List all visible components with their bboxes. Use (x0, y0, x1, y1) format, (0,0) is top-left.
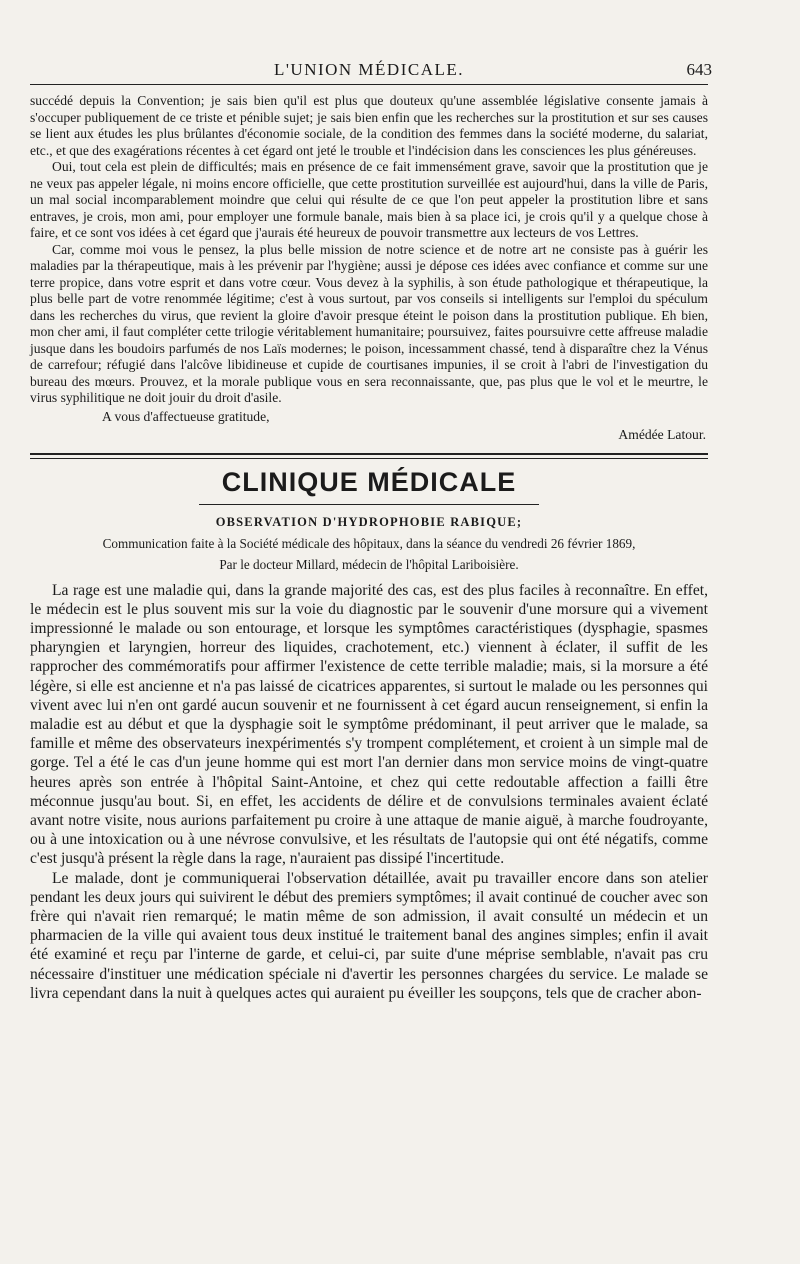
section-title: CLINIQUE MÉDICALE (221, 466, 517, 497)
article (30, 515, 708, 1003)
article-paragraph: La rage est une maladie qui, dans la grande majorité des cas, est des plus faciles à reconnaître. En effet, le médecin est le plus souvent mis sur la voie du diagnostic par le souvenir d'une morsure qui a vivement impressionné le malade ou son entourage, et lorsque les symptômes caractéristiques (dysphagie, spasmes pharyngien et laryngien, horreur des liquides, crachotement, etc.) viennent à éclater, il suffit de les rapprocher des commémoratifs pour affirmer l'existence de cette terrible maladie; mais, si la morsure a été légère, si elle est ancienne et n'a pas laissé de cicatrices apparentes, si surtout le malade ou les personnes qui vivent avec lui n'en ont gardé aucun souvenir et ne fournissent à cet égard aucun renseignement, si enfin la maladie est au début et que la dysphagie soit le symptôme prédominant, il peut arriver que le malade, sa famille et même des observateurs inexpérimentés s'y trompent complétement, et croient à un simple mal de gorge. Tel a été le cas d'un jeune homme qui est mort l'an dernier dans mon service moins de vingt-quatre heures après son entrée à l'hôpital Saint-Antoine, et chez qui cette redoutable affection a failli être méconnue jusqu'au bout. Si, en effet, les accidents de délire et de convulsions terminales avaient éclaté avant notre visite, nous aurions parfaitement pu croire à une attaque de manie aiguë, à marche foudroyante, ou à une intoxication ou à une névrose convulsive, et les résultats de l'autopsie qui ont été négatifs, comme c'est jusqu'à présent la règle dans la rage, n'auraient pas dissipé l'incertitude. (30, 581, 708, 868)
page-number: 643 (686, 60, 712, 79)
article-title: OBSERVATION D'HYDROPHOBIE RABIQUE; (215, 514, 523, 529)
journal-title: L'UNION MÉDICALE. (273, 60, 465, 79)
letter-signature: Amédée Latour. (618, 426, 706, 442)
letter-paragraph: Car, comme moi vous le pensez, la plus belle mission de notre science et de notre art ne consiste pas à guérir les maladies par la thérapeutique, mais à les prévenir par l'hygiène; aussi je dépose ces idées avec confiance et comme sur une terre propice, dans votre esprit et dans votre cœur. Vous devez à la syphilis, à son étude pathologique et thérapeutique, la plus belle part de votre renommée légitime; c'est à vous surtout, par vos conseils si intelligents sur l'emploi du spéculum dans les recherches du virus, que revient la gloire d'avoir presque éteint le poison dans la prostitution publique. Eh bien, mon cher ami, il faut compléter cette trilogie véritablement humanitaire; poursuivez, faites poursuivre cette affreuse maladie jusque dans les boudoirs parfumés de nos Laïs modernes; le poison, incessamment chassé, tend à disparaître chez la Vénus de carrefour; réfugié dans l'alcôve libidineuse et cupide de courtisanes impunies, il se croit à l'abri de l'investigation du bureau des mœurs. Prouvez, et la morale publique vous en sera reconnaissante, que, pas plus que le vol et le meurtre, le virus syphilitique ne doit jouir du droit d'asile. (30, 241, 708, 405)
running-head (30, 56, 712, 85)
article-subtitle: Communication faite à la Société médicale des hôpitaux, dans la séance du vendredi 26 février 1869, (102, 535, 636, 551)
letter-paragraph: succédé depuis la Convention; je sais bien qu'il est plus que douteux qu'une assemblée législative consente jamais à s'occuper publiquement de ce triste et pénible sujet; je sais bien enfin que les recherches sur la prostitution et sur ses causes se lient aux études les plus brûlantes d'économie sociale, de la condition des femmes dans la société moderne, du salariat, etc., et que des exagérations récentes à cet égard ont jeté le trouble et l'indécision dans les consciences les plus généreuses. (30, 93, 708, 158)
letter-closing: A vous d'affectueuse gratitude, (102, 408, 270, 424)
title-underline (199, 504, 539, 505)
letter-paragraph: Oui, tout cela est plein de difficultés; mais en présence de ce fait immensément grave, savoir que la prostitution que je ne veux pas appeler légale, ni moins encore officielle, que cette prostitution surveillée est aujourd'hui, dans la ville de Paris, un mal social incomparablement moindre que celui qui résulte de ce que l'on peut appeler la prostitution libre et sans entraves, je crois, mon ami, pour employer une formule banale, mais bien à sa place ici, je crois qu'il y a quelque chose à faire, et ce sont vos idées à cet égard que j'aurais été heureux de pouvoir transmettre aux lecteurs de vos Lettres. (30, 159, 708, 240)
section-divider (30, 453, 708, 459)
article-byline: Par le docteur Millard, médecin de l'hôpital Lariboisière. (219, 556, 519, 572)
article-paragraph: Le malade, dont je communiquerai l'observation détaillée, avait pu travailler encore dans son atelier pendant les deux jours qui suivirent le début des premiers symptômes; il avait continué de coucher avec son frère qui n'avait rien remarqué; le matin même de son admission, il avait consulté un médecin et un pharmacien de la ville qui avaient tous deux institué le traitement banal des angines simples; enfin il avait été examiné et reçu par l'interne de garde, et celui-ci, par suite d'une méprise semblable, n'avait pas cru nécessaire d'instituer une médication spéciale ni d'avertir les personnes chargées du service. Le malade se livra cependant dans la nuit à quelques actes qui auraient pu éveiller les soupçons, tels que de cracher abon- (30, 869, 708, 1002)
letter-section (30, 93, 708, 443)
